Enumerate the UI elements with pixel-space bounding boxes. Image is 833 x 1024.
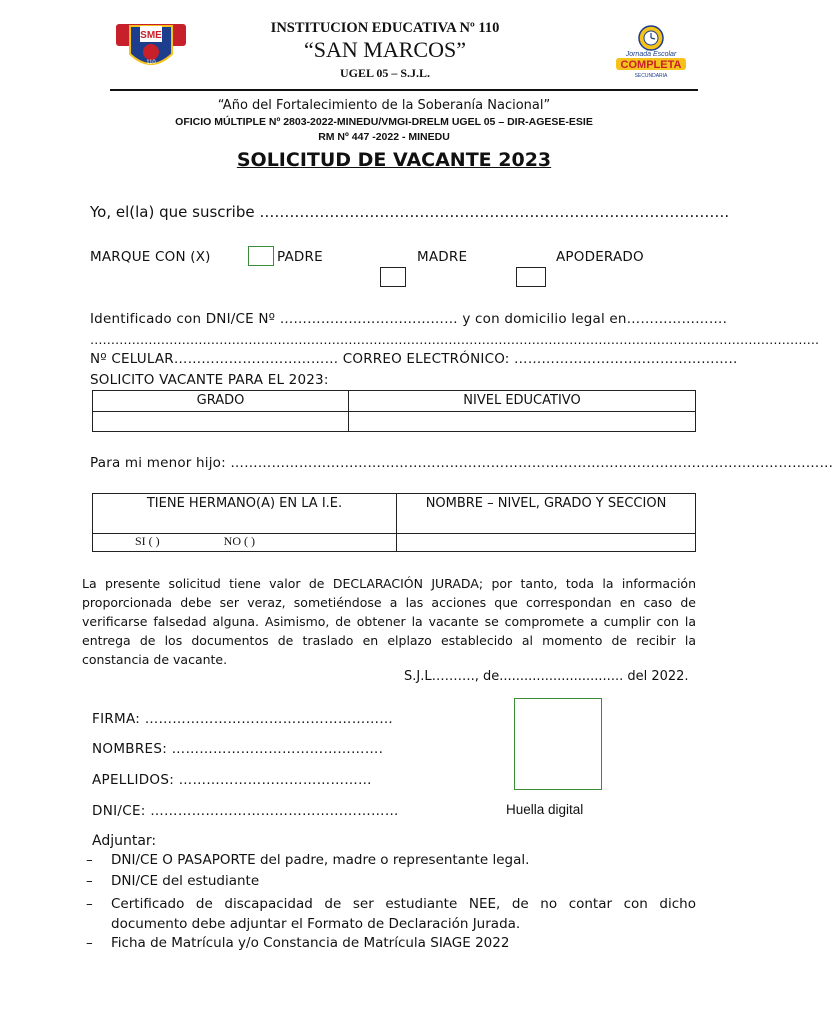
attachment-item: – DNI/CE O PASAPORTE del padre, madre o representante legal. <box>86 852 530 868</box>
fingerprint-label: Huella digital <box>506 802 584 817</box>
dni-address-line[interactable]: Identificado con DNI/CE Nº ………………………………… y con domicilio legal en…………………. <box>90 311 728 327</box>
grado-cell[interactable] <box>93 412 349 432</box>
table-header-grado: GRADO <box>93 391 349 412</box>
logo-left-text: SME <box>140 30 162 41</box>
logo-right-bottom: SECUNDARIA <box>634 73 668 79</box>
marque-label: MARQUE CON (X) <box>90 249 211 265</box>
jornada-escolar-logo <box>610 22 692 78</box>
school-name: “SAN MARCOS” <box>304 37 466 62</box>
oficio-reference: OFICIO MÚLTIPLE Nº 2803-2022-MINEDU/VMGI-DRELM UGEL 05 – DIR-AGESE-ESIE <box>175 116 593 128</box>
applicant-name-line[interactable]: Yo, el(la) que suscribe …………………………………………………………………………………. <box>90 203 730 221</box>
rm-reference: RM Nº 447 -2022 - MINEDU <box>318 131 450 143</box>
logo-left-number: 110 <box>146 60 156 66</box>
table-header-nivel: NIVEL EDUCATIVO <box>349 391 696 412</box>
date-line[interactable]: S.J.L………., de.............................. del 2022. <box>404 669 689 684</box>
nivel-cell[interactable] <box>349 412 696 432</box>
logo-right-main: COMPLETA <box>620 59 682 71</box>
declaration-paragraph: La presente solicitud tiene valor de DECLARACIÓN JURADA; por tanto, toda la información proporcionada debe ser veraz, sometiéndose a las acciones que correspondan en caso de verificarse falsedad alguna. Asimismo, de obtener la vacante se compromete a cumplir con la entrega de los documentos de traslado en elplazo establecido al momento de recibir la constancia de vacante. <box>82 576 696 667</box>
attachment-item: – Certificado de discapacidad de ser estudiante NEE, de no contar con dicho documento debe adjuntar el Formato de Declaración Jurada. <box>86 896 696 932</box>
firma-line[interactable]: FIRMA: ……………………………………………… <box>92 711 394 727</box>
apoderado-label: APODERADO <box>556 249 644 265</box>
no-option[interactable]: NO ( ) <box>223 534 255 548</box>
solicito-label: SOLICITO VACANTE PARA EL 2023: <box>90 372 329 388</box>
contact-line[interactable]: Nº CELULAR……………………………… CORREO ELECTRÓNICO: ……………………..………………….. <box>90 351 738 367</box>
attachment-item: – Ficha de Matrícula y/o Constancia de Matrícula SIAGE 2022 <box>86 935 510 951</box>
address-continuation-line[interactable]: …………………………………………………………………………………………………………………………………………………………. <box>90 332 819 347</box>
dni-line[interactable]: DNI/CE: ……………………………………………… <box>92 803 399 819</box>
si-no-cell[interactable] <box>93 534 397 552</box>
sibling-name-cell[interactable] <box>397 534 696 552</box>
fingerprint-box[interactable] <box>514 698 602 790</box>
table-header-hermano: TIENE HERMANO(A) EN LA I.E. <box>93 494 397 534</box>
ugel-label: UGEL 05 – S.J.L. <box>339 66 431 80</box>
child-name-line[interactable]: Para mi menor hijo: …………………………………………………………………………………………………………………… <box>90 455 833 471</box>
institution-name: INSTITUCION EDUCATIVA Nº 110 <box>270 20 500 36</box>
table-header-nombre: NOMBRE – NIVEL, GRADO Y SECCION <box>397 494 696 534</box>
si-option[interactable]: SI ( ) <box>135 534 160 548</box>
apoderado-checkbox[interactable] <box>516 267 546 287</box>
madre-label: MADRE <box>417 249 468 265</box>
padre-label: PADRE <box>277 249 323 265</box>
madre-checkbox[interactable] <box>380 267 406 287</box>
school-crest-logo <box>116 20 186 74</box>
adjuntar-title: Adjuntar: <box>92 833 157 849</box>
sibling-table <box>92 493 696 552</box>
nombres-line[interactable]: NOMBRES: ………………………………………. <box>92 741 384 757</box>
apellidos-line[interactable]: APELLIDOS: …………………………………… <box>92 772 372 788</box>
header-divider <box>110 89 698 91</box>
logo-right-top: Jornada Escolar <box>625 51 677 58</box>
attachment-item: – DNI/CE del estudiante <box>86 873 260 889</box>
document-title: SOLICITUD DE VACANTE 2023 <box>236 149 552 171</box>
year-motto: “Año del Fortalecimiento de la Soberanía Nacional” <box>217 98 551 113</box>
grade-level-table <box>92 390 696 432</box>
padre-checkbox[interactable] <box>248 246 274 266</box>
